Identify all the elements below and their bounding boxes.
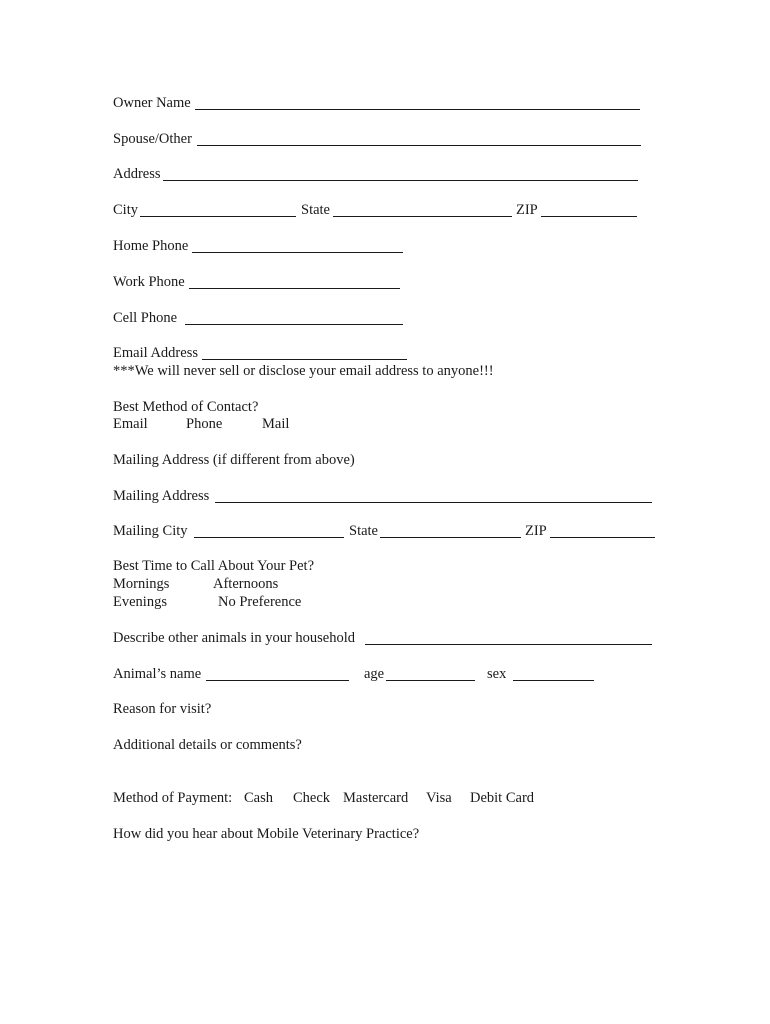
work-phone-field[interactable] xyxy=(189,288,400,289)
payment-option-debit-card[interactable]: Debit Card xyxy=(470,790,535,806)
payment-option-cash[interactable]: Cash xyxy=(244,790,273,806)
owner-name-label: Owner Name xyxy=(113,95,191,111)
time-option-mornings[interactable]: Mornings xyxy=(113,576,170,592)
additional-details: Additional details or comments? xyxy=(113,737,302,753)
age-label: age xyxy=(364,666,385,682)
best-time-question: Best Time to Call About Your Pet? xyxy=(113,558,315,574)
spouse-field[interactable] xyxy=(197,145,641,146)
payment-option-check[interactable]: Check xyxy=(293,790,331,806)
time-option-evenings[interactable]: Evenings xyxy=(113,594,167,610)
referral-question: How did you hear about Mobile Veterinary Practice? xyxy=(113,826,420,842)
city-field[interactable] xyxy=(140,216,296,217)
payment-option-visa[interactable]: Visa xyxy=(426,790,452,806)
mailing-zip-field[interactable] xyxy=(550,537,655,538)
email-privacy-note: ***We will never sell or disclose your email address to anyone!!! xyxy=(113,363,494,379)
home-phone-field[interactable] xyxy=(192,252,403,253)
age-field[interactable] xyxy=(386,680,475,681)
mailing-heading: Mailing Address (if different from above) xyxy=(113,452,355,468)
owner-name-field[interactable] xyxy=(195,109,640,110)
state-label: State xyxy=(301,202,330,218)
state-field[interactable] xyxy=(333,216,512,217)
animal-name-label: Animal’s name xyxy=(113,666,202,682)
mailing-city-label: Mailing City xyxy=(113,523,188,539)
reason-for-visit: Reason for visit? xyxy=(113,701,212,717)
city-label: City xyxy=(113,202,138,218)
animal-name-field[interactable] xyxy=(206,680,349,681)
email-label: Email Address xyxy=(113,345,198,361)
contact-method-options xyxy=(113,415,413,433)
payment-label: Method of Payment: xyxy=(113,790,233,806)
home-phone-label: Home Phone xyxy=(113,238,189,254)
mailing-state-field[interactable] xyxy=(380,537,521,538)
time-option-no-preference[interactable]: No Preference xyxy=(218,594,302,610)
best-time-options-2 xyxy=(113,593,413,611)
payment-option-mastercard[interactable]: Mastercard xyxy=(343,790,409,806)
cell-phone-field[interactable] xyxy=(185,324,403,325)
mailing-address-field[interactable] xyxy=(215,502,652,503)
sex-label: sex xyxy=(487,666,507,682)
email-field[interactable] xyxy=(202,359,407,360)
contact-option-phone[interactable]: Phone xyxy=(186,416,223,432)
address-label: Address xyxy=(113,166,161,182)
contact-option-mail[interactable]: Mail xyxy=(262,416,290,432)
contact-method-question: Best Method of Contact? xyxy=(113,399,259,415)
sex-field[interactable] xyxy=(513,680,594,681)
other-animals-field[interactable] xyxy=(365,644,652,645)
other-animals-label: Describe other animals in your household xyxy=(113,630,356,646)
best-time-options-1 xyxy=(113,575,413,593)
work-phone-label: Work Phone xyxy=(113,274,185,290)
spouse-label: Spouse/Other xyxy=(113,131,192,147)
mailing-city-field[interactable] xyxy=(194,537,344,538)
mailing-state-label: State xyxy=(349,523,378,539)
zip-field[interactable] xyxy=(541,216,637,217)
cell-phone-label: Cell Phone xyxy=(113,310,178,326)
zip-label: ZIP xyxy=(516,202,538,218)
time-option-afternoons[interactable]: Afternoons xyxy=(213,576,279,592)
payment-row xyxy=(113,789,613,807)
mailing-zip-label: ZIP xyxy=(525,523,547,539)
address-field[interactable] xyxy=(163,180,638,181)
contact-option-email[interactable]: Email xyxy=(113,416,148,432)
mailing-address-label: Mailing Address xyxy=(113,488,210,504)
